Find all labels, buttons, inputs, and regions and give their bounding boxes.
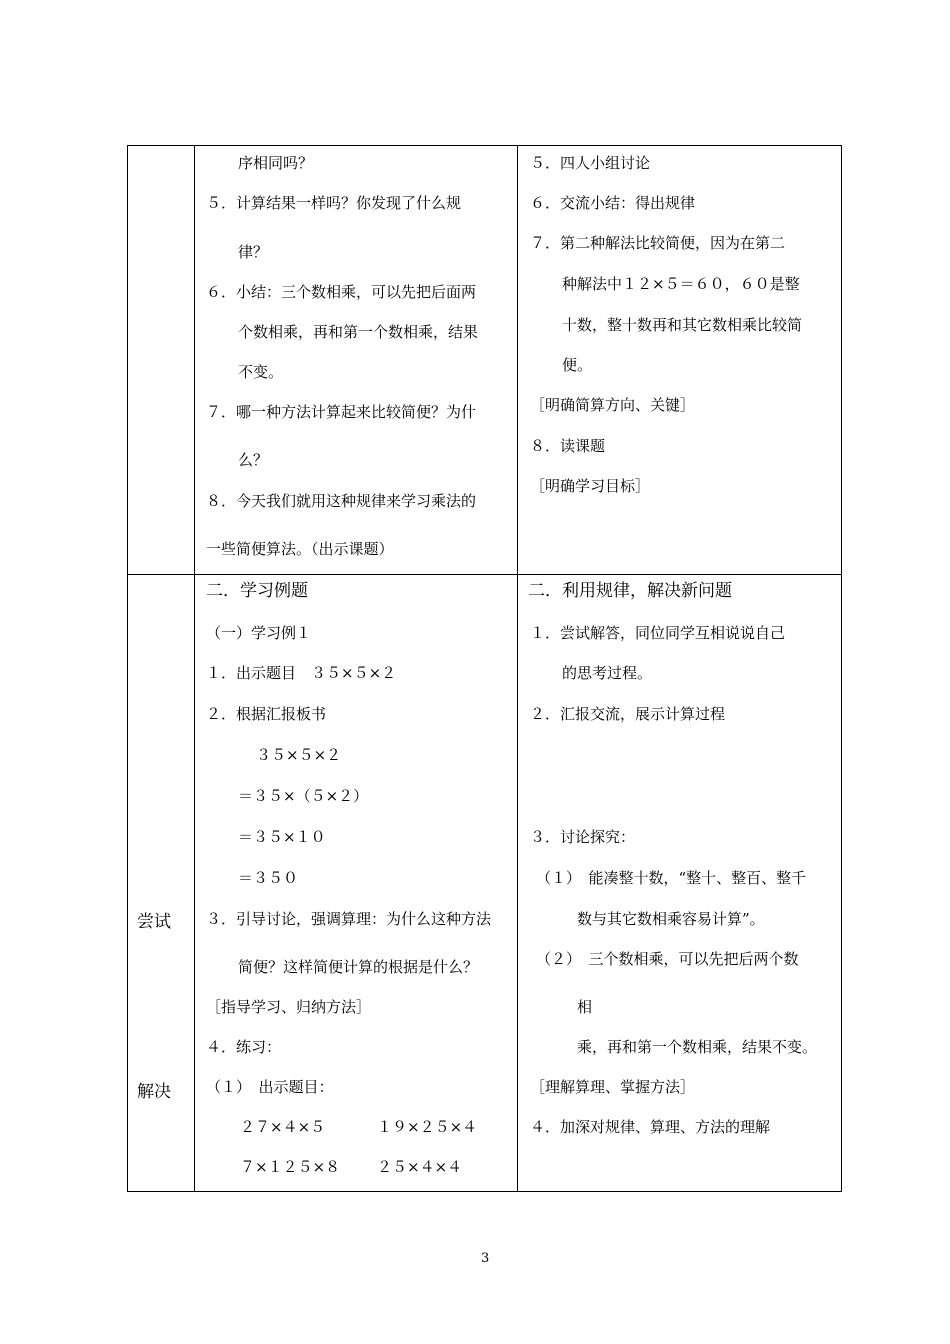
teacher-line: ＝３５×１０: [238, 828, 326, 846]
student-line: ８．读课题: [530, 437, 606, 455]
teacher-line: 简便？这样简便计算的根据是什么？: [238, 958, 479, 976]
student-line: １．尝试解答，同位同学互相说说自己: [530, 624, 786, 642]
student-line: 数与其它数相乘容易计算”。: [577, 910, 765, 928]
student-activity-cell: [518, 146, 842, 575]
teacher-line: ＝３５０: [238, 869, 299, 887]
page-number: 3: [481, 1251, 490, 1266]
section-heading: 二．利用规律，解决新问题: [528, 581, 732, 601]
student-line: 乘，再和第一个数相乘，结果不变。: [577, 1038, 818, 1056]
stage-cell: [128, 146, 195, 575]
student-line: 的思考过程。: [562, 664, 653, 682]
student-line: ７．第二种解法比较简便，因为在第二: [530, 234, 786, 252]
teacher-line: ［指导学习、归纳方法］: [206, 998, 372, 1016]
student-line: 十数，整十数再和其它数相乘比较简: [562, 316, 803, 334]
teacher-line: ４．练习：: [206, 1038, 282, 1056]
student-line: ４．加深对规律、算理、方法的理解: [530, 1118, 771, 1136]
student-line: ［明确简算方向、关键］: [530, 396, 696, 414]
student-line: ［理解算理、掌握方法］: [530, 1078, 696, 1096]
teacher-line: 律？: [238, 243, 269, 261]
teacher-line: 个数相乘，再和第一个数相乘，结果: [238, 323, 479, 341]
teacher-line: 不变。: [238, 363, 284, 381]
teacher-line: （一）学习例１: [206, 624, 312, 642]
table-row: [128, 575, 842, 1192]
stage-cell: [128, 575, 195, 1192]
teacher-line: 序相同吗？: [238, 154, 314, 172]
student-line: 相: [577, 998, 593, 1016]
student-line: （１） 能凑整十数，“整十、整百、整千: [536, 869, 807, 887]
student-line: （２） 三个数相乘，可以先把后两个数: [536, 950, 799, 968]
teacher-line: 一些简便算法。（出示课题）: [206, 540, 394, 558]
student-line: ３．讨论探究：: [530, 828, 636, 846]
stage-label: 解决: [137, 1082, 171, 1102]
teacher-line: ２７×４×５: [240, 1118, 326, 1136]
teacher-line: ３．引导讨论，强调算理：为什么这种方法: [206, 910, 492, 928]
lesson-plan-table: [127, 145, 842, 1192]
teacher-activity-cell: [195, 575, 518, 1192]
student-line: ２．汇报交流，展示计算过程: [530, 705, 726, 723]
section-heading: 二．学习例题: [206, 581, 308, 601]
student-line: ６．交流小结：得出规律: [530, 194, 696, 212]
teacher-line: ６．小结：三个数相乘，可以先把后面两: [206, 283, 477, 301]
teacher-line: ２５×４×４: [377, 1158, 463, 1176]
teacher-line: ＝３５×（５×２）: [238, 787, 369, 805]
teacher-line: ７×１２５×８: [240, 1158, 341, 1176]
teacher-line: （１） 出示题目：: [206, 1078, 334, 1096]
student-line: ５．四人小组讨论: [530, 154, 651, 172]
student-line: 便。: [562, 356, 593, 374]
student-activity-cell: [518, 575, 842, 1192]
teacher-line: １．出示题目 ３５×５×２: [206, 664, 397, 682]
teacher-line: 么？: [238, 451, 269, 469]
teacher-activity-cell: [195, 146, 518, 575]
teacher-line: ２．根据汇报板书: [206, 705, 327, 723]
teacher-line: ３５×５×２: [256, 746, 342, 764]
student-line: 种解法中１２×５＝６０，６０是整: [562, 275, 800, 293]
table-row: [128, 146, 842, 575]
teacher-line: １９×２５×４: [377, 1118, 478, 1136]
student-line: ［明确学习目标］: [530, 477, 651, 495]
teacher-line: ７．哪一种方法计算起来比较简便？为什: [206, 403, 477, 421]
teacher-line: ５．计算结果一样吗？你发现了什么规: [206, 194, 462, 212]
stage-label: 尝试: [137, 912, 171, 932]
teacher-line: ８．今天我们就用这种规律来学习乘法的: [206, 492, 477, 510]
